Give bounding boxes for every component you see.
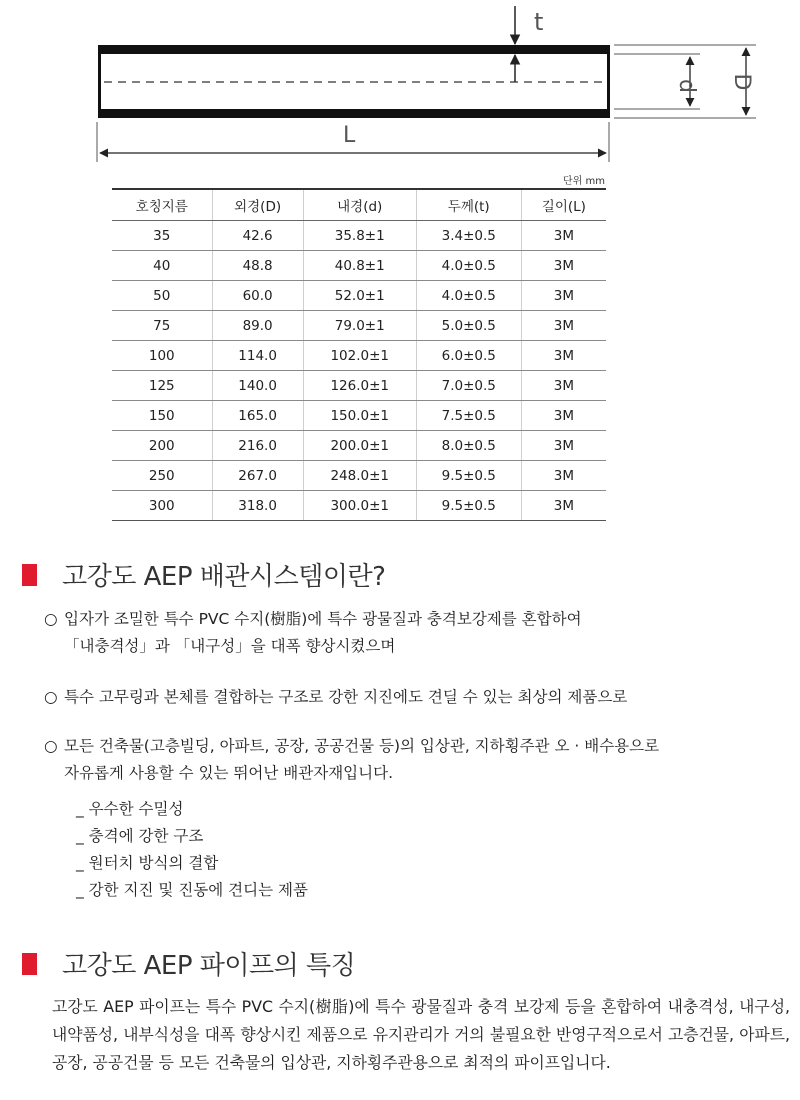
table-cell: 48.8 (212, 251, 303, 281)
table-cell: 300 (112, 491, 212, 521)
column-header: 길이(L) (521, 189, 606, 221)
list-item: _ 충격에 강한 구조 (76, 827, 204, 845)
table-cell: 248.0±1 (303, 461, 416, 491)
table-cell: 3M (521, 281, 606, 311)
table-cell: 7.5±0.5 (416, 401, 521, 431)
pipe-dimension-diagram (0, 0, 800, 180)
table-row (112, 461, 606, 491)
table-cell: 50 (112, 281, 212, 311)
table-cell: 35.8±1 (303, 221, 416, 251)
list-item: _ 원터치 방식의 결합 (76, 854, 219, 872)
table-cell: 9.5±0.5 (416, 491, 521, 521)
table-header-row (112, 189, 606, 221)
table-cell: 89.0 (212, 311, 303, 341)
table-cell: 165.0 (212, 401, 303, 431)
table-cell: 3M (521, 221, 606, 251)
section-marker (22, 564, 37, 586)
table-cell: 7.0±0.5 (416, 371, 521, 401)
section-title-aep-system (22, 556, 385, 593)
table-cell: 3M (521, 341, 606, 371)
list-item: _ 우수한 수밀성 (76, 800, 184, 818)
circle-bullet-icon: ○ (44, 737, 58, 755)
bullet-line: 특수 고무링과 본체를 결합하는 구조로 강한 지진에도 견딜 수 있는 최상의 제품으로 (64, 688, 628, 706)
table-row (112, 251, 606, 281)
circle-bullet-icon: ○ (44, 688, 58, 706)
bullet-line: 입자가 조밀한 특수 PVC 수지(樹脂)에 특수 광물질과 충격보강제를 혼합하여 (64, 610, 582, 628)
spec-table (112, 188, 606, 521)
table-cell: 216.0 (212, 431, 303, 461)
bullet-item (44, 733, 659, 787)
table-cell: 125 (112, 371, 212, 401)
table-cell: 42.6 (212, 221, 303, 251)
table-cell: 150 (112, 401, 212, 431)
inner-diameter-label: d (674, 79, 699, 93)
table-cell: 3M (521, 461, 606, 491)
table-cell: 3M (521, 491, 606, 521)
table-row (112, 341, 606, 371)
table-cell: 4.0±0.5 (416, 251, 521, 281)
bullet-line: 「내충격성」과 「내구성」을 대폭 향상시켰으며 (64, 637, 396, 655)
column-header: 내경(d) (303, 189, 416, 221)
table-row (112, 431, 606, 461)
table-cell: 3M (521, 371, 606, 401)
table-row (112, 401, 606, 431)
column-header: 호칭지름 (112, 189, 212, 221)
table-cell: 114.0 (212, 341, 303, 371)
table-body (112, 221, 606, 521)
table-cell: 8.0±0.5 (416, 431, 521, 461)
table-cell: 4.0±0.5 (416, 281, 521, 311)
section-title-text: 고강도 AEP 배관시스템이란? (62, 562, 386, 592)
section-title-aep-pipe-features (22, 945, 355, 982)
table-cell: 9.5±0.5 (416, 461, 521, 491)
outer-diameter-label: D (729, 73, 754, 91)
table-cell: 3M (521, 311, 606, 341)
feature-list (76, 796, 308, 904)
table-cell: 250 (112, 461, 212, 491)
table-cell: 100 (112, 341, 212, 371)
table-row (112, 281, 606, 311)
table-cell: 3.4±0.5 (416, 221, 521, 251)
column-header: 외경(D) (212, 189, 303, 221)
table-cell: 40.8±1 (303, 251, 416, 281)
section-title-text: 고강도 AEP 파이프의 특징 (62, 951, 356, 981)
bullet-item (44, 684, 627, 711)
table-cell: 300.0±1 (303, 491, 416, 521)
table-row (112, 491, 606, 521)
table-cell: 102.0±1 (303, 341, 416, 371)
bullet-line: 모든 건축물(고층빌딩, 아파트, 공장, 공공건물 등)의 입상관, 지하횡주관 오 · 배수용으로 (64, 737, 660, 755)
table-row (112, 371, 606, 401)
table-cell: 267.0 (212, 461, 303, 491)
bullet-line: 자유롭게 사용할 수 있는 뛰어난 배관자재입니다. (64, 764, 394, 782)
table-cell: 126.0±1 (303, 371, 416, 401)
table-cell: 3M (521, 431, 606, 461)
table-cell: 40 (112, 251, 212, 281)
table-cell: 79.0±1 (303, 311, 416, 341)
table-cell: 140.0 (212, 371, 303, 401)
table-cell: 318.0 (212, 491, 303, 521)
table-row (112, 311, 606, 341)
features-paragraph: 고강도 AEP 파이프는 특수 PVC 수지(樹脂)에 특수 광물질과 충격 보강제 등을 혼합하여 내충격성, 내구성, 내약품성, 내부식성을 대폭 향상시킨 제품으로 유지관리가 거의 불필요한 반영구적으로서 고층건물, 아파트, 공장, 공공건물 등 모든 건축물의 입상관, 지하횡주관용으로 최적의 파이프입니다. (52, 997, 790, 1072)
table-cell: 200.0±1 (303, 431, 416, 461)
unit-note: 단위 mm (563, 176, 605, 187)
pipe-wall-top (98, 45, 610, 54)
column-header: 두께(t) (416, 189, 521, 221)
table-cell: 6.0±0.5 (416, 341, 521, 371)
table-cell: 150.0±1 (303, 401, 416, 431)
length-label: L (343, 123, 356, 148)
table-row (112, 221, 606, 251)
table-cell: 75 (112, 311, 212, 341)
table-cell: 3M (521, 401, 606, 431)
table-cell: 60.0 (212, 281, 303, 311)
table-cell: 3M (521, 251, 606, 281)
circle-bullet-icon: ○ (44, 610, 58, 628)
table-cell: 200 (112, 431, 212, 461)
table-cell: 52.0±1 (303, 281, 416, 311)
bullet-item (44, 606, 582, 660)
table-cell: 35 (112, 221, 212, 251)
list-item: _ 강한 지진 및 진동에 견디는 제품 (76, 881, 308, 899)
pipe-wall-bottom (98, 109, 610, 118)
section-marker (22, 953, 37, 975)
table-cell: 5.0±0.5 (416, 311, 521, 341)
thickness-label: t (534, 8, 544, 36)
